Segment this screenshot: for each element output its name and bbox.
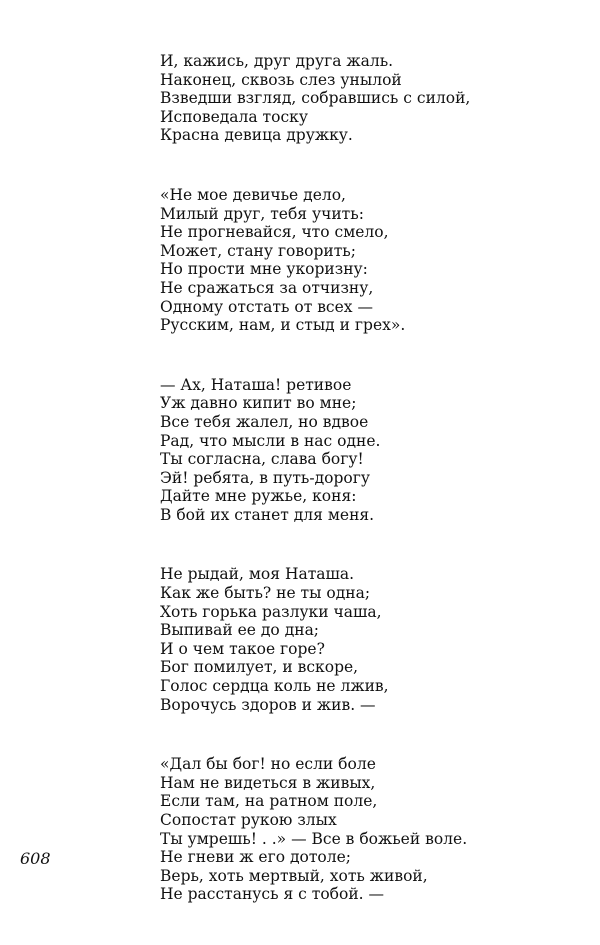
poem-line: Ворочусь здоров и жив. —: [160, 695, 376, 714]
poem-text: [160, 52, 580, 945]
poem-line: Бог помилует, и вскоре,: [160, 658, 359, 677]
poem-line: Дайте мне ружье, коня:: [160, 487, 357, 506]
poem-line: И, кажись, друг друга жаль.: [160, 52, 394, 70]
stanza: [160, 376, 580, 525]
poem-line: Не прогневайся, что смело,: [160, 223, 389, 242]
page-number: 608: [20, 849, 51, 868]
stanza: [160, 186, 580, 335]
poem-line: Милый друг, тебя учить:: [160, 204, 364, 223]
poem-line: Нам не видеться в живых,: [160, 773, 376, 792]
poem-line: Может, стану говорить;: [160, 241, 356, 260]
poem-line: Ты умрешь! . .» — Все в божьей воле.: [160, 829, 468, 848]
poem-line: Рад, что мысли в нас одне.: [160, 431, 381, 450]
stanza: [160, 565, 580, 714]
poem-line: Наконец, сквозь слез унылой: [160, 70, 402, 89]
poem-line: Не сражаться за отчизну,: [160, 278, 374, 297]
poem-line: Сопостат рукою злых: [160, 811, 337, 829]
poem-line: Не гневи ж его дотоле;: [160, 848, 351, 867]
stanza: [160, 755, 580, 904]
poem-line: Эй! ребята, в путь-дорогу: [160, 468, 370, 487]
stanza: [160, 52, 580, 145]
poem-line: Верь, хоть мертвый, хоть живой,: [160, 866, 428, 885]
poem-line: Но прости мне укоризну:: [160, 260, 368, 279]
poem-line: Если там, на ратном поле,: [160, 792, 378, 811]
poem-line: В бой их станет для меня.: [160, 505, 375, 524]
poem-line: Уж давно кипит во мне;: [160, 394, 357, 413]
poem-line: Как же быть? не ты одна;: [160, 584, 371, 603]
poem-line: — Ах, Наташа! ретивое: [160, 375, 352, 394]
poem-line: «Не мое девичье дело,: [160, 185, 346, 204]
poem-line: «Дал бы бог! но если боле: [160, 755, 376, 774]
poem-line: Не рыдай, моя Наташа.: [160, 565, 355, 584]
poem-line: И о чем такое горе?: [160, 639, 325, 658]
poem-line: Русским, нам, и стыд и грех».: [160, 316, 406, 335]
poem-line: Голос сердца коль не лжив,: [160, 677, 389, 696]
poem-line: Взведши взгляд, собравшись с силой,: [160, 89, 471, 108]
poem-line: Красна девица дружку.: [160, 126, 353, 145]
poem-line: Не расстанусь я с тобой. —: [160, 885, 385, 904]
poem-line: Ты согласна, слава богу!: [160, 450, 364, 469]
poem-line: Все тебя жалел, но вдвое: [160, 412, 369, 431]
poem-line: Хоть горька разлуки чаша,: [160, 602, 382, 621]
poem-line: Исповедала тоску: [160, 107, 308, 126]
poem-line: Одному отстать от всех —: [160, 297, 373, 316]
poem-line: Выпивай ее до дна;: [160, 621, 320, 640]
